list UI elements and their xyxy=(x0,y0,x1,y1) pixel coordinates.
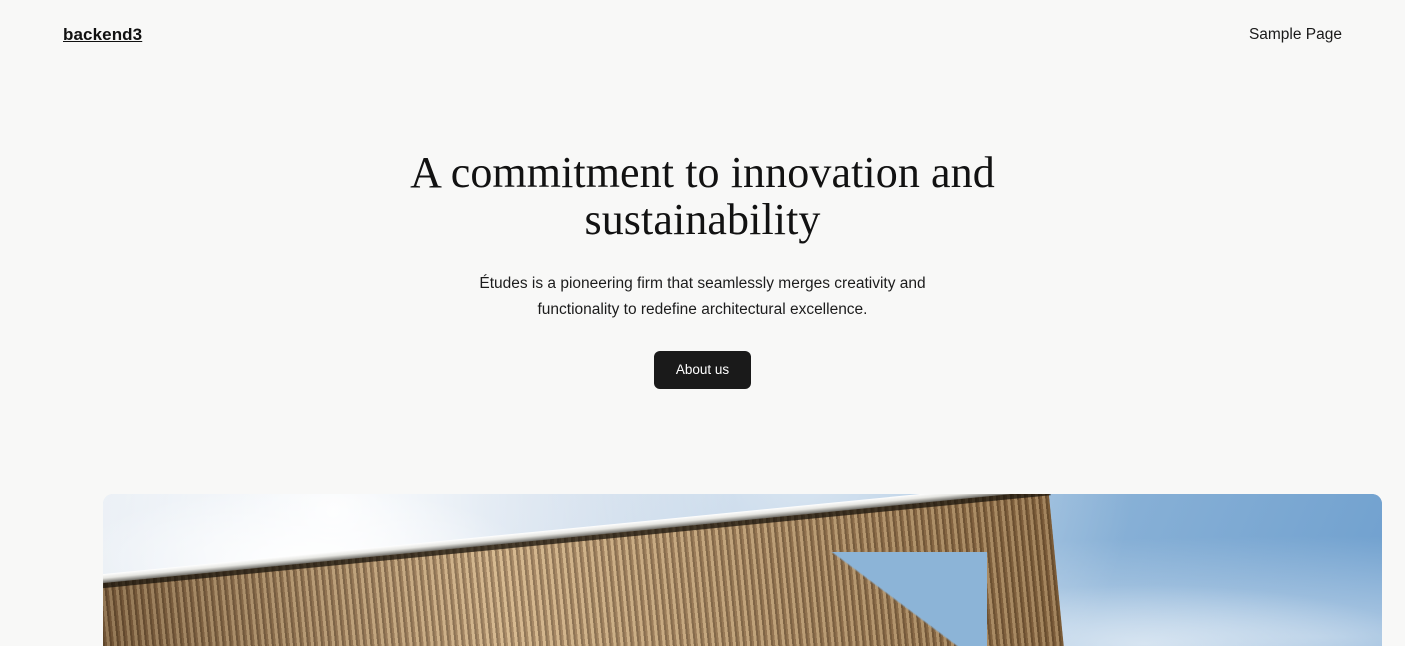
site-title[interactable]: backend3 xyxy=(63,25,143,44)
hero-image xyxy=(103,494,1382,646)
hero-title: A commitment to innovation and sustainability xyxy=(410,148,995,244)
about-us-button[interactable]: About us xyxy=(654,351,751,389)
primary-navigation xyxy=(1249,26,1342,44)
hero-cta-wrapper xyxy=(200,351,1205,389)
nav-link-sample-page[interactable]: Sample Page xyxy=(1248,26,1342,43)
hero-section xyxy=(0,150,1405,389)
hero-subtitle: Études is a pioneering firm that seamlessly merges creativity and functionality to redefine architectural excellence. xyxy=(479,275,926,319)
site-header xyxy=(0,0,1405,70)
building-right-taper xyxy=(827,552,987,646)
